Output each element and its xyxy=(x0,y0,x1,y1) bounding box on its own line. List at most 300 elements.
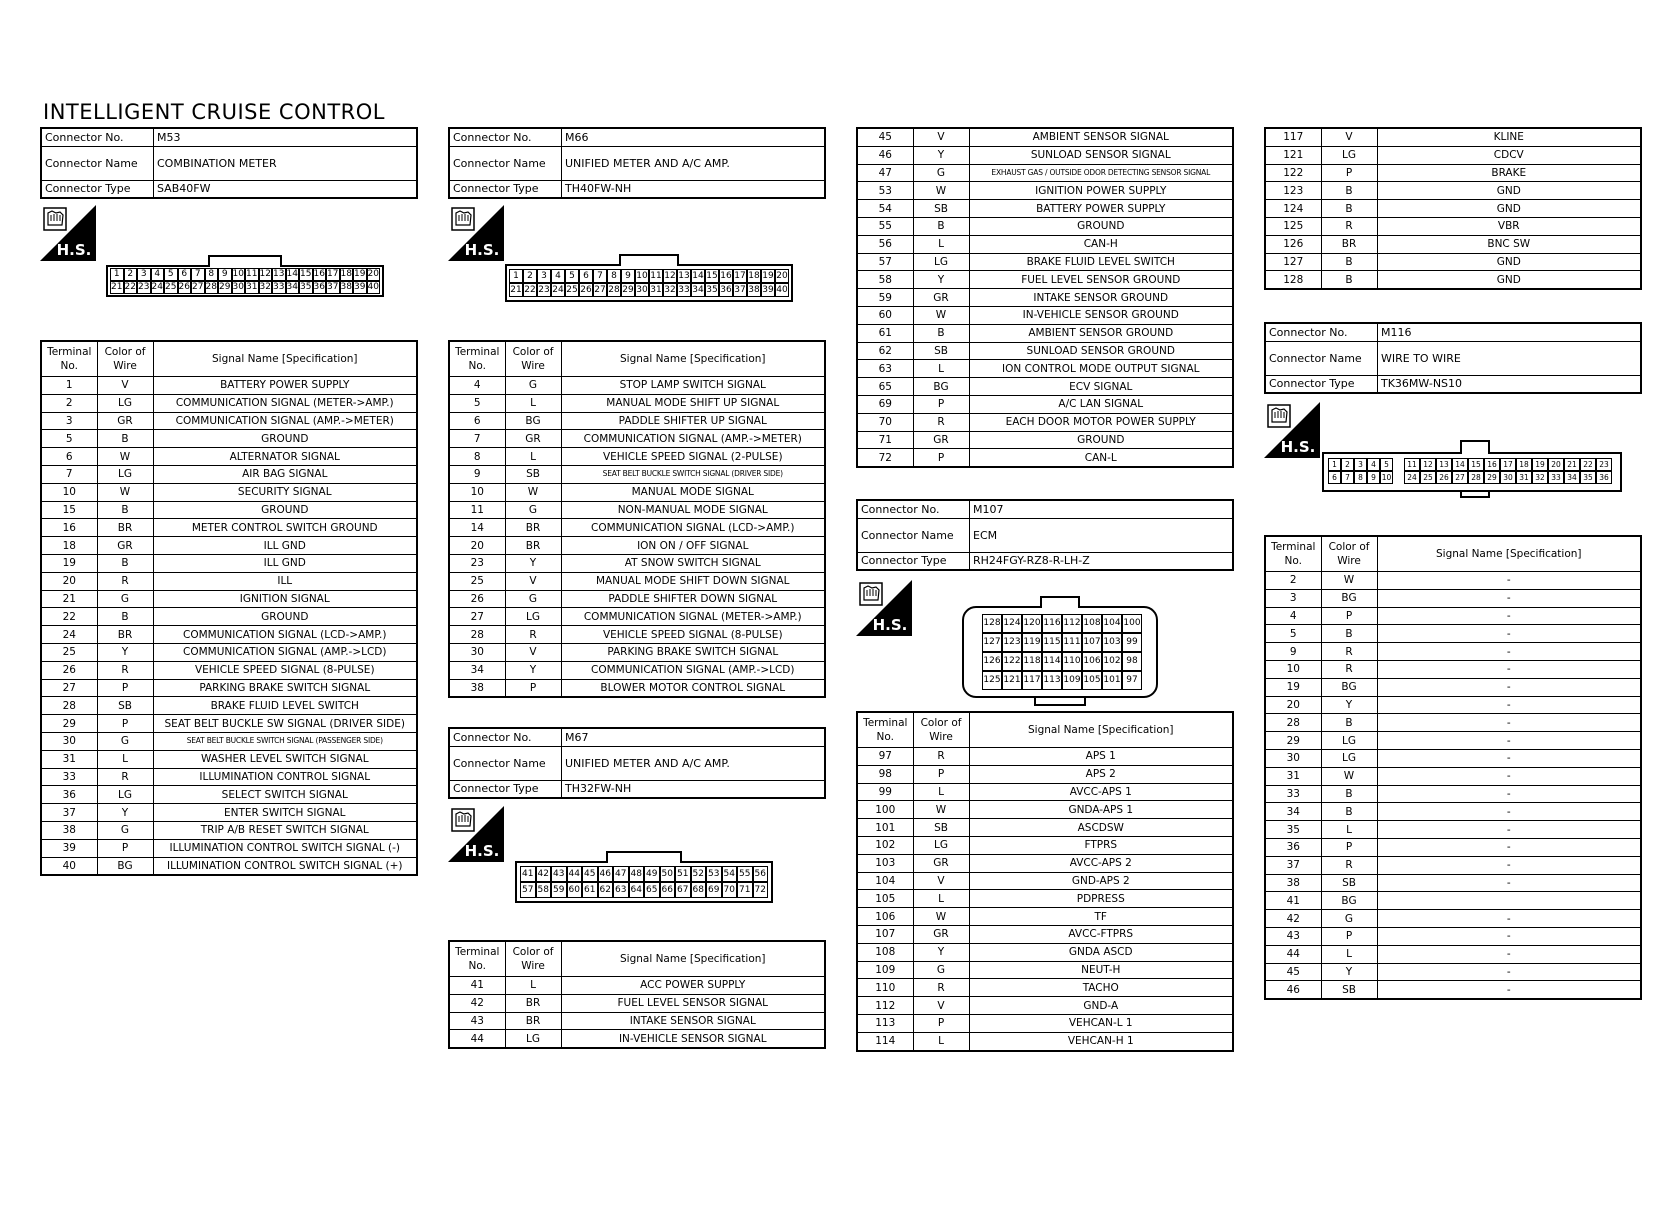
pin-cell: 10 xyxy=(636,271,648,281)
signal-name: AVCC-APS 2 xyxy=(969,854,1233,872)
wire-color: SB xyxy=(913,342,969,360)
page-title: INTELLIGENT CRUISE CONTROL xyxy=(43,100,385,124)
terminal-number: 39 xyxy=(41,839,97,857)
terminal-number: 25 xyxy=(41,643,97,661)
signal-name: - xyxy=(1377,856,1641,874)
terminal-number: 33 xyxy=(41,768,97,786)
table-row xyxy=(1265,910,1641,928)
terminal-number: 60 xyxy=(857,306,913,324)
table-row xyxy=(857,783,1233,801)
terminal-number: 26 xyxy=(41,661,97,679)
terminal-no-header: Terminal No. xyxy=(857,712,913,748)
signal-name-header: Signal Name [Specification] xyxy=(969,712,1233,748)
wire-color: Y xyxy=(1321,696,1377,714)
pin-cell: 105 xyxy=(1082,671,1102,690)
pin-cell: 22 xyxy=(1580,458,1596,471)
table-row xyxy=(449,501,825,519)
pin-cell: 18 xyxy=(748,271,760,281)
wire-color: GR xyxy=(913,925,969,943)
wire-color: P xyxy=(1321,838,1377,856)
harness-side-icon xyxy=(448,205,504,261)
signal-name: VEHICLE SPEED SIGNAL (8-PULSE) xyxy=(153,661,417,679)
terminal-number: 2 xyxy=(41,394,97,412)
pin-cell: 26 xyxy=(580,285,592,295)
pin-cell: 10 xyxy=(232,269,244,279)
pin-cell: 55 xyxy=(737,866,753,882)
signal-name: FTPRS xyxy=(969,836,1233,854)
pin-cell: 35 xyxy=(1580,471,1596,484)
connector-type-value: SAB40FW xyxy=(154,180,418,198)
terminal-number: 28 xyxy=(1265,714,1321,732)
pin-cell: 48 xyxy=(629,866,645,882)
terminal-number: 57 xyxy=(857,253,913,271)
pin-cell: 7 xyxy=(191,268,205,281)
table-row xyxy=(1265,572,1641,590)
signal-name: SELECT SWITCH SIGNAL xyxy=(153,786,417,804)
signal-name: - xyxy=(1377,963,1641,981)
table-row xyxy=(1265,217,1641,235)
terminal-number: 29 xyxy=(41,715,97,733)
signal-name: PARKING BRAKE SWITCH SIGNAL xyxy=(153,679,417,697)
table-row xyxy=(1265,128,1641,146)
pin-cell: 99 xyxy=(1122,633,1142,652)
pin-cell: 23 xyxy=(1596,458,1612,471)
terminal-number: 46 xyxy=(857,146,913,164)
connector-name-label: Connector Name xyxy=(449,746,562,780)
connector-diagram-m116 xyxy=(1322,440,1622,498)
wire-color: LG xyxy=(1321,749,1377,767)
pin-cell: 113 xyxy=(1042,671,1062,690)
color-of-wire-header: Color of Wire xyxy=(97,341,153,377)
pin-cell: 1 xyxy=(110,268,124,281)
pin-cell: 53 xyxy=(706,866,722,882)
signal-name: - xyxy=(1377,732,1641,750)
table-header xyxy=(41,341,417,377)
table-row xyxy=(41,430,417,448)
wire-color: B xyxy=(1321,714,1377,732)
table-row xyxy=(449,483,825,501)
pin-cell: 9 xyxy=(1367,471,1380,484)
terminal-number: 117 xyxy=(1265,128,1321,146)
wire-color: B xyxy=(97,501,153,519)
terminal-number: 5 xyxy=(41,430,97,448)
table-row xyxy=(857,819,1233,837)
terminal-number: 34 xyxy=(1265,803,1321,821)
wire-color: BR xyxy=(1321,235,1377,253)
signal-name: NEUT-H xyxy=(969,961,1233,979)
signal-name-header: Signal Name [Specification] xyxy=(561,941,825,977)
signal-name: SEAT BELT BUCKLE SWITCH SIGNAL (DRIVER SIDE) xyxy=(561,465,825,483)
signal-name: COMMUNICATION SIGNAL (METER->AMP.) xyxy=(153,394,417,412)
connector-info-m67 xyxy=(448,727,826,799)
signal-name: IN-VEHICLE SENSOR SIGNAL xyxy=(561,1030,825,1048)
connector-no-value: M67 xyxy=(562,728,826,746)
connector-diagram-m66 xyxy=(505,250,805,302)
table-row xyxy=(41,643,417,661)
table-row xyxy=(41,679,417,697)
wire-color: P xyxy=(913,449,969,467)
pin-cell: 3 xyxy=(1354,458,1367,471)
pin-cell: 39 xyxy=(762,285,774,295)
wire-color: P xyxy=(97,715,153,733)
pin-cell: 24 xyxy=(552,285,564,295)
terminal-number: 100 xyxy=(857,801,913,819)
signal-name: ILL xyxy=(153,572,417,590)
pin-cell: 121 xyxy=(1002,671,1022,690)
pin-cell: 59 xyxy=(551,882,567,898)
terminal-number: 7 xyxy=(449,430,505,448)
pin-cell: 29 xyxy=(1484,471,1500,484)
wire-color: GR xyxy=(505,430,561,448)
table-row xyxy=(41,839,417,857)
table-row xyxy=(857,164,1233,182)
terminal-number: 1 xyxy=(41,377,97,395)
table-row xyxy=(449,1030,825,1048)
connector-no-value: M116 xyxy=(1378,323,1642,341)
table-row xyxy=(857,872,1233,890)
terminal-number: 41 xyxy=(449,977,505,995)
terminal-number: 30 xyxy=(41,732,97,750)
terminal-number: 62 xyxy=(857,342,913,360)
wire-color: GR xyxy=(913,431,969,449)
terminal-number: 122 xyxy=(1265,164,1321,182)
pin-cell: 33 xyxy=(678,285,690,295)
wire-color: B xyxy=(1321,200,1377,218)
color-of-wire-header: Color of Wire xyxy=(1321,536,1377,572)
signal-name: GND-APS 2 xyxy=(969,872,1233,890)
table-row xyxy=(41,377,417,395)
pin-cell: 20 xyxy=(1548,458,1564,471)
terminal-number: 97 xyxy=(857,748,913,766)
connector-no-value: M66 xyxy=(562,128,826,146)
wire-color: Y xyxy=(913,943,969,961)
signal-name: ION CONTROL MODE OUTPUT SIGNAL xyxy=(969,360,1233,378)
connector-name-label: Connector Name xyxy=(41,146,154,180)
pin-cell: 36 xyxy=(1596,471,1612,484)
terminal-number: 26 xyxy=(449,590,505,608)
pin-cell: 52 xyxy=(691,866,707,882)
pin-cell: 68 xyxy=(691,882,707,898)
signal-name: TACHO xyxy=(969,979,1233,997)
terminal-table-m67 xyxy=(448,940,826,1049)
pin-cell: 106 xyxy=(1082,652,1102,671)
wire-color: G xyxy=(505,590,561,608)
terminal-number: 20 xyxy=(41,572,97,590)
pin-cell: 67 xyxy=(675,882,691,898)
pin-cell: 117 xyxy=(1022,671,1042,690)
wire-color: W xyxy=(913,908,969,926)
signal-name: MANUAL MODE SHIFT UP SIGNAL xyxy=(561,394,825,412)
pin-cell: 21 xyxy=(510,285,522,295)
pin-cell: 2 xyxy=(523,269,537,283)
table-row xyxy=(449,554,825,572)
wire-color: Y xyxy=(913,271,969,289)
table-row xyxy=(449,1012,825,1030)
pin-cell: 34 xyxy=(1564,471,1580,484)
pin-cell: 33 xyxy=(273,282,285,292)
signal-name: BATTERY POWER SUPPLY xyxy=(153,377,417,395)
table-row xyxy=(857,1032,1233,1050)
table-row xyxy=(449,679,825,697)
signal-name: - xyxy=(1377,874,1641,892)
signal-name: ILLUMINATION CONTROL SWITCH SIGNAL (-) xyxy=(153,839,417,857)
signal-name: BLOWER MOTOR CONTROL SIGNAL xyxy=(561,679,825,697)
signal-name: SECURITY SIGNAL xyxy=(153,483,417,501)
pin-cell: 2 xyxy=(1341,458,1354,471)
terminal-no-header: Terminal No. xyxy=(41,341,97,377)
wire-color: SB xyxy=(1321,874,1377,892)
wire-color: B xyxy=(1321,625,1377,643)
pin-cell: 6 xyxy=(579,269,593,283)
signal-name: VEHCAN-H 1 xyxy=(969,1032,1233,1050)
pin-cell: 30 xyxy=(232,282,244,292)
terminal-number: 36 xyxy=(1265,838,1321,856)
signal-name: BNC SW xyxy=(1377,235,1641,253)
wire-color: G xyxy=(913,164,969,182)
pin-cell: 46 xyxy=(598,866,614,882)
table-row xyxy=(857,253,1233,271)
table-row xyxy=(857,449,1233,467)
signal-name: - xyxy=(1377,714,1641,732)
wire-color: P xyxy=(1321,927,1377,945)
terminal-number: 113 xyxy=(857,1014,913,1032)
signal-name: WASHER LEVEL SWITCH SIGNAL xyxy=(153,750,417,768)
signal-name-header: Signal Name [Specification] xyxy=(561,341,825,377)
pin-cell: 60 xyxy=(567,882,583,898)
pin-cell: 123 xyxy=(1002,633,1022,652)
pin-cell: 58 xyxy=(536,882,552,898)
wire-color: SB xyxy=(97,697,153,715)
signal-name: BRAKE xyxy=(1377,164,1641,182)
terminal-number: 4 xyxy=(449,377,505,395)
signal-name: GNDA ASCD xyxy=(969,943,1233,961)
wire-color: Y xyxy=(505,554,561,572)
wire-color: LG xyxy=(913,836,969,854)
signal-name: VBR xyxy=(1377,217,1641,235)
table-row xyxy=(41,501,417,519)
pin-cell: 1 xyxy=(509,269,523,283)
wire-color: Y xyxy=(913,146,969,164)
table-row xyxy=(857,289,1233,307)
pin-cell: 120 xyxy=(1022,614,1042,633)
terminal-number: 38 xyxy=(41,821,97,839)
pin-cell: 108 xyxy=(1082,614,1102,633)
terminal-number: 61 xyxy=(857,324,913,342)
terminal-number: 58 xyxy=(857,271,913,289)
pin-cell: 125 xyxy=(982,671,1002,690)
pin-cell: 38 xyxy=(748,285,760,295)
table-row xyxy=(1265,714,1641,732)
pin-cell: 23 xyxy=(538,285,550,295)
table-row xyxy=(41,519,417,537)
wire-color: V xyxy=(97,377,153,395)
table-row xyxy=(1265,749,1641,767)
terminal-number: 5 xyxy=(1265,625,1321,643)
pin-cell: 63 xyxy=(613,882,629,898)
signal-name: ILLUMINATION CONTROL SIGNAL xyxy=(153,768,417,786)
signal-name: TF xyxy=(969,908,1233,926)
terminal-number: 7 xyxy=(41,465,97,483)
wire-color: BG xyxy=(97,857,153,875)
pin-cell: 21 xyxy=(111,282,123,292)
connector-type-label: Connector Type xyxy=(449,180,562,198)
table-row xyxy=(857,431,1233,449)
pin-cell: 2 xyxy=(124,268,138,281)
pin-cell: 3 xyxy=(137,268,151,281)
table-row xyxy=(857,271,1233,289)
terminal-number: 27 xyxy=(41,679,97,697)
connector-name-value: COMBINATION METER xyxy=(154,146,418,180)
wire-color: L xyxy=(1321,821,1377,839)
signal-name xyxy=(1377,892,1641,910)
wire-color: B xyxy=(1321,253,1377,271)
table-row xyxy=(449,643,825,661)
signal-name: - xyxy=(1377,749,1641,767)
wire-color: W xyxy=(1321,572,1377,590)
signal-name: INTAKE SENSOR SIGNAL xyxy=(561,1012,825,1030)
connector-name-label: Connector Name xyxy=(857,518,970,552)
signal-name: GND xyxy=(1377,271,1641,289)
signal-name: ILLUMINATION CONTROL SWITCH SIGNAL (+) xyxy=(153,857,417,875)
pin-cell: 103 xyxy=(1102,633,1122,652)
pin-cell: 27 xyxy=(1452,471,1468,484)
wire-color: L xyxy=(913,235,969,253)
wire-color: L xyxy=(97,750,153,768)
terminal-number: 10 xyxy=(449,483,505,501)
connector-no-label: Connector No. xyxy=(449,728,562,746)
wire-color: R xyxy=(97,572,153,590)
signal-name: BRAKE FLUID LEVEL SWITCH xyxy=(969,253,1233,271)
terminal-number: 65 xyxy=(857,378,913,396)
terminal-table-m107-continued xyxy=(1264,127,1642,290)
table-row xyxy=(449,465,825,483)
table-row xyxy=(1265,271,1641,289)
pin-cell: 104 xyxy=(1102,614,1122,633)
terminal-number: 38 xyxy=(1265,874,1321,892)
wire-color: R xyxy=(913,748,969,766)
wire-color: P xyxy=(913,765,969,783)
wire-color: V xyxy=(1321,128,1377,146)
terminal-number: 47 xyxy=(857,164,913,182)
wire-color: G xyxy=(505,501,561,519)
pin-cell: 11 xyxy=(1404,458,1420,471)
terminal-number: 54 xyxy=(857,200,913,218)
terminal-number: 30 xyxy=(449,643,505,661)
table-header xyxy=(449,941,825,977)
table-row xyxy=(1265,767,1641,785)
signal-name: - xyxy=(1377,785,1641,803)
wire-color: B xyxy=(1321,803,1377,821)
table-row xyxy=(449,994,825,1012)
terminal-number: 53 xyxy=(857,182,913,200)
pin-cell: 19 xyxy=(354,269,366,279)
terminal-number: 37 xyxy=(1265,856,1321,874)
wire-color: L xyxy=(913,1032,969,1050)
connector-diagram-m53 xyxy=(106,255,390,297)
pin-cell: 69 xyxy=(706,882,722,898)
table-row xyxy=(41,412,417,430)
wire-color: BG xyxy=(1321,678,1377,696)
connector-no-value: M107 xyxy=(970,500,1234,518)
wire-color: G xyxy=(1321,910,1377,928)
signal-name: VEHICLE SPEED SIGNAL (8-PULSE) xyxy=(561,626,825,644)
terminal-number: 34 xyxy=(449,661,505,679)
connector-name-label: Connector Name xyxy=(449,146,562,180)
signal-name: - xyxy=(1377,838,1641,856)
wire-color: B xyxy=(1321,182,1377,200)
pin-cell: 19 xyxy=(762,271,774,281)
terminal-number: 55 xyxy=(857,217,913,235)
pin-cell: 20 xyxy=(776,271,788,281)
signal-name: ACC POWER SUPPLY xyxy=(561,977,825,995)
pin-cell: 1 xyxy=(1328,458,1341,471)
wire-color: SB xyxy=(1321,981,1377,999)
signal-name: CAN-L xyxy=(969,449,1233,467)
terminal-number: 28 xyxy=(41,697,97,715)
table-row xyxy=(449,448,825,466)
signal-name: IGNITION POWER SUPPLY xyxy=(969,182,1233,200)
signal-name: ALTERNATOR SIGNAL xyxy=(153,448,417,466)
table-row xyxy=(41,661,417,679)
pin-cell: 36 xyxy=(313,282,325,292)
table-row xyxy=(41,608,417,626)
signal-name: COMMUNICATION SIGNAL (AMP.->METER) xyxy=(561,430,825,448)
signal-name: AMBIENT SENSOR SIGNAL xyxy=(969,128,1233,146)
terminal-number: 24 xyxy=(41,626,97,644)
pin-cell: 10 xyxy=(1381,473,1392,482)
pin-cell: 37 xyxy=(734,285,746,295)
pin-cell: 112 xyxy=(1062,614,1082,633)
terminal-table-m67-continued xyxy=(856,127,1234,468)
signal-name: GND xyxy=(1377,182,1641,200)
wire-color: P xyxy=(97,679,153,697)
signal-name: - xyxy=(1377,696,1641,714)
hs-label: H.S. xyxy=(872,616,908,634)
table-row xyxy=(1265,945,1641,963)
connector-info-m116 xyxy=(1264,322,1642,394)
table-row xyxy=(449,519,825,537)
signal-name: - xyxy=(1377,981,1641,999)
pin-cell: 35 xyxy=(706,285,718,295)
terminal-number: 18 xyxy=(41,537,97,555)
wire-color: LG xyxy=(1321,732,1377,750)
terminal-number: 56 xyxy=(857,235,913,253)
signal-name: - xyxy=(1377,767,1641,785)
pin-cell: 31 xyxy=(246,282,258,292)
table-row xyxy=(1265,732,1641,750)
terminal-number: 41 xyxy=(1265,892,1321,910)
connector-no-label: Connector No. xyxy=(41,128,154,146)
table-row xyxy=(1265,607,1641,625)
signal-name: ECV SIGNAL xyxy=(969,378,1233,396)
signal-name: COMMUNICATION SIGNAL (METER->AMP.) xyxy=(561,608,825,626)
terminal-number: 21 xyxy=(41,590,97,608)
pin-cell: 13 xyxy=(678,271,690,281)
terminal-number: 2 xyxy=(1265,572,1321,590)
pin-cell: 71 xyxy=(737,882,753,898)
pin-cell: 109 xyxy=(1062,671,1082,690)
table-row xyxy=(1265,589,1641,607)
terminal-no-header: Terminal No. xyxy=(449,941,505,977)
pin-cell: 15 xyxy=(706,271,718,281)
terminal-number: 9 xyxy=(449,465,505,483)
signal-name: STOP LAMP SWITCH SIGNAL xyxy=(561,377,825,395)
pin-cell: 35 xyxy=(300,282,312,292)
terminal-number: 10 xyxy=(1265,660,1321,678)
signal-name: - xyxy=(1377,821,1641,839)
wire-color: P xyxy=(913,395,969,413)
pin-cell: 40 xyxy=(367,282,379,292)
